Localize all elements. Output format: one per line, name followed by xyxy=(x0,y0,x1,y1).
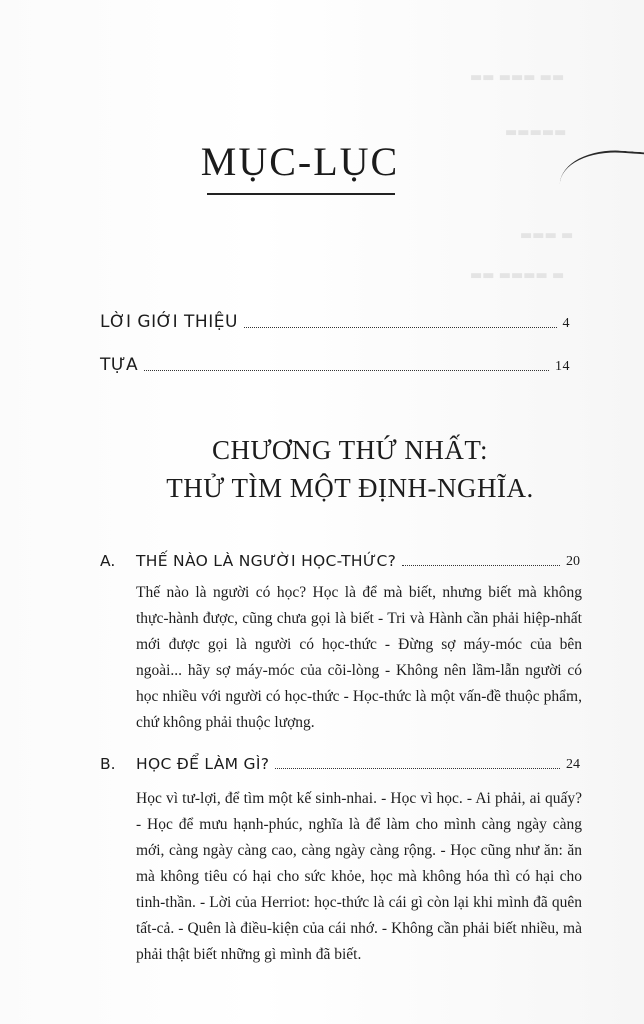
section-page-number: 20 xyxy=(566,554,580,569)
toc-entry-label: LỜI GIỚI THIỆU xyxy=(100,312,238,332)
section-title: HỌC ĐỂ LÀM GÌ? xyxy=(136,755,270,773)
chapter-heading-line-1: CHƯƠNG THỨ NHẤT: xyxy=(211,435,489,465)
dot-leader xyxy=(402,564,560,566)
toc-section-a[interactable] xyxy=(100,552,580,570)
bleed-through-text: ▬▬▬ ▬ xyxy=(520,228,574,243)
title-underline xyxy=(207,193,395,195)
section-summary: Thế nào là người có học? Học là để mà biết, nhưng biết mà không thực-hành được, cũng chưa gọi là biết - Tri và Hành cần phải hiệp-nhất mới được gọi là người có học-thức - Đừng sợ máy-móc của bên ngoài... hãy sợ máy-móc của cõi-lòng - Không nên lầm-lẫn người có học nhiều với người có học-thức - Học-thức là một vấn-đề thuộc phẩm, chứ không phải thuộc lượng. xyxy=(136,584,582,731)
toc-page-number: 14 xyxy=(555,359,570,374)
bleed-through-text: ▬▬ ▬▬▬ ▬▬ xyxy=(470,70,565,85)
dot-leader xyxy=(275,767,560,769)
toc-entry-introduction[interactable] xyxy=(100,312,570,332)
dot-leader xyxy=(144,369,549,371)
toc-page-number: 4 xyxy=(562,316,570,331)
page-title: MỤC-LỤC xyxy=(200,139,400,184)
toc-section-b[interactable] xyxy=(100,755,580,773)
section-letter: B. xyxy=(100,755,116,773)
toc-entry-label: TỰA xyxy=(100,355,139,375)
section-letter: A. xyxy=(100,552,116,570)
bleed-through-text: ▬▬▬▬▬ xyxy=(505,125,567,140)
section-title: THẾ NÀO LÀ NGƯỜI HỌC-THỨC? xyxy=(136,552,397,570)
bleed-through-text: ▬▬ ▬▬▬▬ ▬ xyxy=(470,268,565,283)
section-summary: Học vì tư-lợi, để tìm một kế sinh-nhai. - Học vì học. - Ai phải, ai quấy? - Học để mưu hạnh-phúc, nghĩa là để làm cho mình càng ngày càng mới, càng ngày càng cao, càng ngày càng rộng. - Học cũng như ăn: ăn mà không tiêu có hại cho sức khỏe, học mà không hóa thì có hại cho tinh-thần. - Lời của Herriot: học-thức là cái gì còn lại khi mình đã quên tất-cả. - Quên là điều-kiện của cái nhớ. - Không cần phải biết nhiều, mà phải thật biết những gì mình đã biết. xyxy=(136,790,582,963)
chapter-heading-line-2: THỬ TÌM MỘT ĐỊNH-NGHĨA. xyxy=(166,473,534,503)
section-page-number: 24 xyxy=(566,757,580,772)
dot-leader xyxy=(244,326,557,328)
toc-entry-preface[interactable] xyxy=(100,355,570,375)
